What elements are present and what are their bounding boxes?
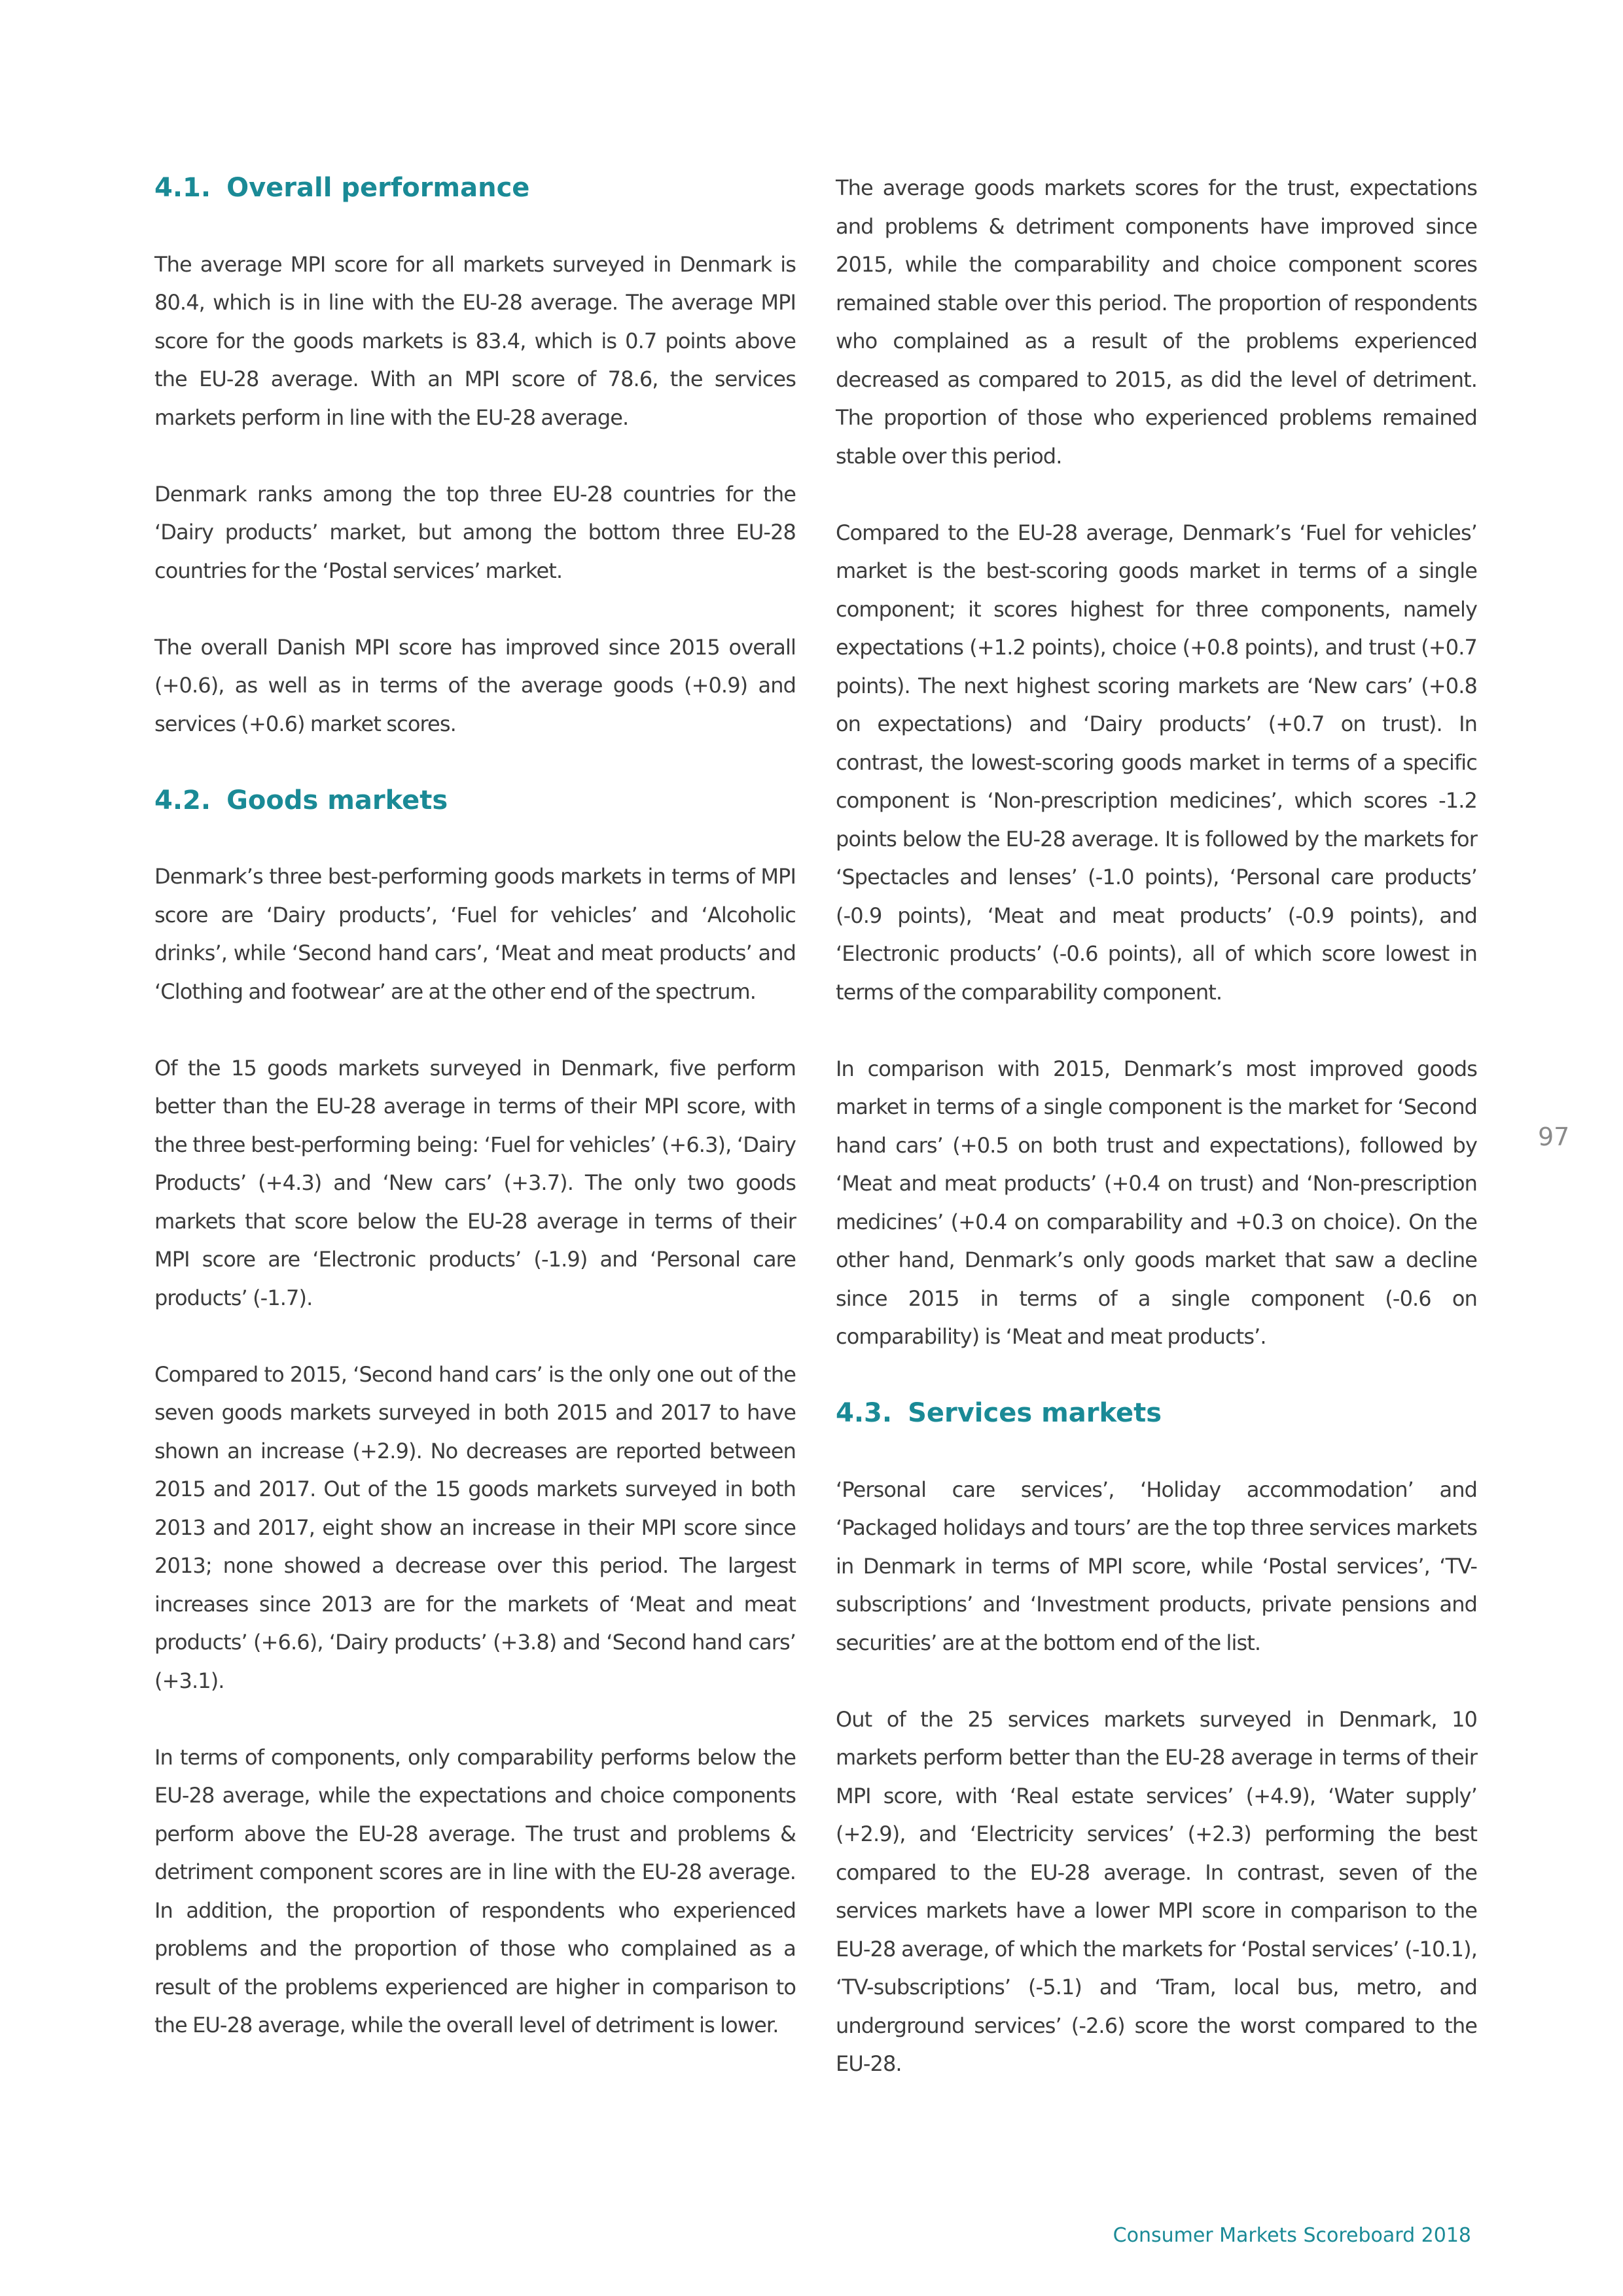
paragraph: In terms of components, only comparability performs below the EU-28 average, while the expectations and choice components perform above the EU-28 average. The trust and problems & detriment component scores are in line with the EU-28 average. In addition, the proportion of respondents who experienced problems and the proportion of those who complained as a result of the problems experienced are higher in comparison to the EU-28 average, while the overall level of detriment is lower. [154, 1744, 796, 2037]
paragraph: The average goods markets scores for the trust, expectations and problems & detriment components have improved since 2015, while the comparability and choice component scores remained stable over this period. The proportion of respondents who complained as a result of the problems experienced decreased as compared to 2015, as did the level of detriment. The proportion of those who experienced problems remained stable over this period. [836, 175, 1477, 469]
paragraph: Denmark’s three best-performing goods markets in terms of MPI score are ‘Dairy products’, ‘Fuel for vehicles’ and ‘Alcoholic drinks’, while ‘Second hand cars’, ‘Meat and meat products’ and ‘Clothing and footwear’ are at the other end of the spectrum. [154, 864, 796, 1004]
right-column [836, 169, 1477, 2083]
section-number: 4.2. [154, 785, 211, 816]
paragraph: Out of the 25 services markets surveyed in Denmark, 10 markets perform better than the EU-28 average in terms of their MPI score, with ‘Real estate services’ (+4.9), ‘Water supply’ (+2.9), and ‘Electricity services’ (+2.3) performing the best compared to the EU-28 average. In contrast, seven of the services markets have a lower MPI score in comparison to the EU-28 average, of which the markets for ‘Postal services’ (-10.1), ‘TV-subscriptions’ (-5.1) and ‘Tram, local bus, metro, and underground services’ (-2.6) score the worst compared to the EU-28. [836, 1706, 1477, 2076]
paragraph: Denmark ranks among the top three EU-28 countries for the ‘Dairy products’ market, but among the bottom three EU-28 countries for the ‘Postal services’ market. [154, 481, 796, 583]
left-column [154, 169, 796, 2045]
paragraph: The overall Danish MPI score has improved since 2015 overall (+0.6), as well as in terms of the average goods (+0.9) and services (+0.6) market scores. [154, 634, 796, 736]
section-number: 4.1. [154, 173, 211, 203]
section-title: Services markets [908, 1398, 1162, 1428]
paragraph: ‘Personal care services’, ‘Holiday accommodation’ and ‘Packaged holidays and tours’ are the top three services markets in Denmark in terms of MPI score, while ‘Postal services’, ‘TV-subscriptions’ and ‘Investment products, private pensions and securities’ are at the bottom end of the list. [836, 1477, 1477, 1655]
paragraph: Compared to the EU-28 average, Denmark’s ‘Fuel for vehicles’ market is the best-scoring goods market in terms of a single component; it scores highest for three components, namely expectations (+1.2 points), choice (+0.8 points), and trust (+0.7 points). The next highest scoring markets are ‘New cars’ (+0.8 on expectations) and ‘Dairy products’ (+0.7 on trust). In contrast, the lowest-scoring goods market in terms of a specific component is ‘Non-prescription medicines’, which scores -1.2 points below the EU-28 average. It is followed by the markets for ‘Spectacles and lenses’ (-1.0 points), ‘Personal care products’ (-0.9 points), ‘Meat and meat products’ (-0.9 points), and ‘Electronic products’ (-0.6 points), all of which score lowest in terms of the comparability component. [836, 520, 1477, 1005]
section-title: Goods markets [226, 785, 448, 816]
section-title: Overall performance [226, 173, 530, 203]
paragraph: Of the 15 goods markets surveyed in Denmark, five perform better than the EU-28 average in terms of their MPI score, with the three best-performing being: ‘Fuel for vehicles’ (+6.3), ‘Dairy Products’ (+4.3) and ‘New cars’ (+3.7). The only two goods markets that score below the EU-28 average in terms of their MPI score are ‘Electronic products’ (-1.9) and ‘Personal care products’ (-1.7). [154, 1055, 796, 1310]
section-heading-services-markets [836, 1394, 1477, 1432]
page-number: 97 [1538, 1122, 1570, 1151]
paragraph: In comparison with 2015, Denmark’s most improved goods market in terms of a single component is the market for ‘Second hand cars’ (+0.5 on both trust and expectations), followed by ‘Meat and meat products’ (+0.4 on trust) and ‘Non-prescription medicines’ (+0.4 on comparability and +0.3 on choice). On the other hand, Denmark’s only goods market that saw a decline since 2015 in terms of a single component (-0.6 on comparability) is ‘Meat and meat products’. [836, 1056, 1477, 1349]
paragraph: Compared to 2015, ‘Second hand cars’ is the only one out of the seven goods markets surveyed in both 2015 and 2017 to have shown an increase (+2.9). No decreases are reported between 2015 and 2017. Out of the 15 goods markets surveyed in both 2013 and 2017, eight show an increase in their MPI score since 2013; none showed a decrease over this period. The largest increases since 2013 are for the markets of ‘Meat and meat products’ (+6.6), ‘Dairy products’ (+3.8) and ‘Second hand cars’ (+3.1). [154, 1361, 796, 1693]
paragraph: The average MPI score for all markets surveyed in Denmark is 80.4, which is in line with the EU-28 average. The average MPI score for the goods markets is 83.4, which is 0.7 points above the EU-28 average. With an MPI score of 78.6, the services markets perform in line with the EU-28 average. [154, 251, 796, 430]
section-heading-goods-markets [154, 781, 796, 819]
section-number: 4.3. [836, 1398, 893, 1428]
footer-text: Consumer Markets Scoreboard 2018 [1113, 2224, 1471, 2247]
section-heading-overall-performance [154, 169, 796, 207]
